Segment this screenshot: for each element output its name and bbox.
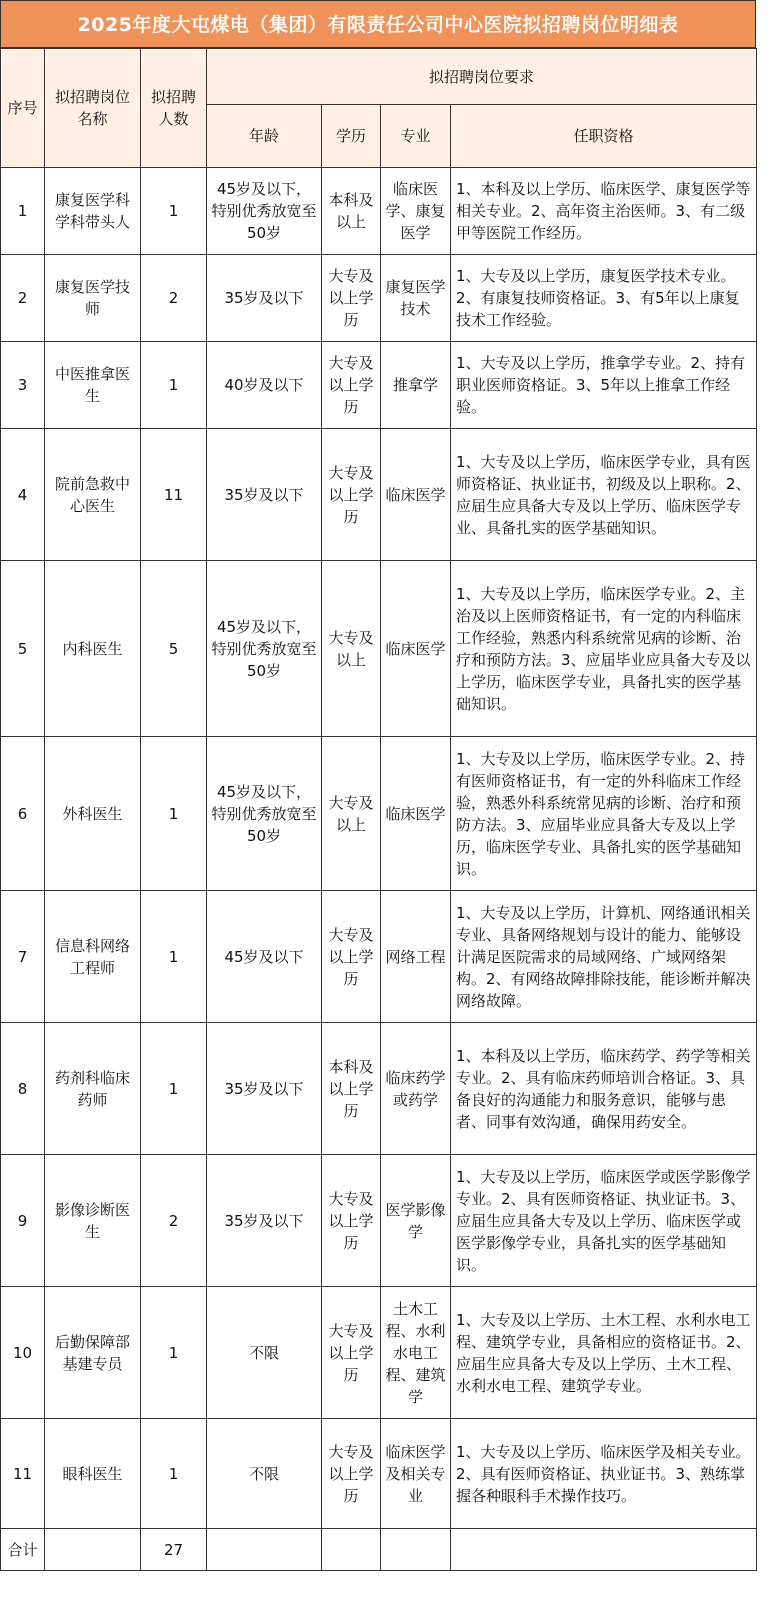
cell-position: 内科医生	[45, 561, 141, 737]
cell-age: 不限	[207, 1287, 322, 1419]
cell-age: 35岁及以下	[207, 1155, 322, 1287]
cell-seq: 3	[1, 342, 45, 429]
cell-age: 45岁及以下，特别优秀放宽至50岁	[207, 737, 322, 891]
cell-qualification: 1、本科及以上学历、临床医学、康复医学等相关专业。2、高年资主治医师。3、有二级甲等医院工作经历。	[451, 168, 757, 255]
cell-qualification: 1、大专及以上学历，康复医学技术专业。2、有康复技师资格证。3、有5年以上康复技术工作经验。	[451, 255, 757, 342]
total-empty	[322, 1529, 381, 1571]
cell-education: 大专及以上学历	[322, 429, 381, 561]
header-qualification: 任职资格	[451, 105, 757, 168]
cell-age: 不限	[207, 1419, 322, 1529]
cell-seq: 1	[1, 168, 45, 255]
cell-seq: 5	[1, 561, 45, 737]
cell-position: 康复医学技师	[45, 255, 141, 342]
cell-qualification: 1、大专及以上学历，临床医学或医学影像学专业。2、具有医师资格证、执业证书。3、应届生应具备大专及以上学历、临床医学或医学影像学专业，具备扎实的医学基础知识。	[451, 1155, 757, 1287]
cell-education: 大专及以上学历	[322, 255, 381, 342]
header-seq: 序号	[1, 49, 45, 168]
cell-major: 推拿学	[381, 342, 451, 429]
cell-qualification: 1、大专及以上学历，临床医学专业。2、主治及以上医师资格证书，有一定的内科临床工作经验，熟悉内科系统常见病的诊断、治疗和预防方法。3、应届毕业应具备大专及以上学历，临床医学专业，具备扎实的医学基础知识。	[451, 561, 757, 737]
table-row	[1, 891, 757, 1023]
cell-age: 35岁及以下	[207, 1023, 322, 1155]
cell-education: 大专及以上学历	[322, 1155, 381, 1287]
total-empty	[451, 1529, 757, 1571]
cell-qualification: 1、大专及以上学历，计算机、网络通讯相关专业、具备网络规划与设计的能力、能够设计满足医院需求的局域网络、广域网络架构。2、有网络故障排除技能，能诊断并解决网络故障。	[451, 891, 757, 1023]
recruitment-table	[0, 48, 757, 1571]
cell-position: 中医推拿医生	[45, 342, 141, 429]
page-title: 2025年度大屯煤电（集团）有限责任公司中心医院拟招聘岗位明细表	[0, 0, 756, 48]
cell-education: 大专及以上	[322, 561, 381, 737]
cell-position: 外科医生	[45, 737, 141, 891]
cell-position: 信息科网络工程师	[45, 891, 141, 1023]
table-row	[1, 737, 757, 891]
cell-major: 临床医学、康复医学	[381, 168, 451, 255]
header-age: 年龄	[207, 105, 322, 168]
cell-seq: 10	[1, 1287, 45, 1419]
cell-count: 1	[141, 1419, 207, 1529]
header-requirements: 拟招聘岗位要求	[207, 49, 757, 105]
cell-major: 临床医学	[381, 429, 451, 561]
cell-seq: 2	[1, 255, 45, 342]
header-count: 拟招聘人数	[141, 49, 207, 168]
total-label: 合计	[1, 1529, 45, 1571]
cell-education: 大专及以上学历	[322, 891, 381, 1023]
cell-qualification: 1、大专及以上学历，临床医学专业，具有医师资格证、执业证书，初级及以上职称。2、应届生应具备大专及以上学历、临床医学专业、具备扎实的医学基础知识。	[451, 429, 757, 561]
header-position: 拟招聘岗位名称	[45, 49, 141, 168]
cell-seq: 11	[1, 1419, 45, 1529]
cell-qualification: 1、本科及以上学历，临床药学、药学等相关专业。2、具有临床药师培训合格证。3、具备良好的沟通能力和服务意识，能够与患者、同事有效沟通，确保用药安全。	[451, 1023, 757, 1155]
cell-major: 临床药学或药学	[381, 1023, 451, 1155]
cell-position: 院前急救中心医生	[45, 429, 141, 561]
cell-seq: 7	[1, 891, 45, 1023]
cell-qualification: 1、大专及以上学历、土木工程、水利水电工程、建筑学专业，具备相应的资格证书。2、应届生应具备大专及以上学历、土木工程、水利水电工程、建筑学专业。	[451, 1287, 757, 1419]
table-row	[1, 255, 757, 342]
cell-position: 后勤保障部基建专员	[45, 1287, 141, 1419]
cell-count: 11	[141, 429, 207, 561]
cell-count: 2	[141, 255, 207, 342]
cell-count: 1	[141, 1287, 207, 1419]
cell-count: 1	[141, 737, 207, 891]
cell-education: 大专及以上	[322, 737, 381, 891]
cell-major: 临床医学	[381, 737, 451, 891]
cell-major: 医学影像学	[381, 1155, 451, 1287]
table-row	[1, 1023, 757, 1155]
cell-age: 45岁及以下，特别优秀放宽至50岁	[207, 168, 322, 255]
cell-major: 网络工程	[381, 891, 451, 1023]
cell-count: 1	[141, 1023, 207, 1155]
cell-education: 大专及以上学历	[322, 1287, 381, 1419]
cell-position: 康复医学科学科带头人	[45, 168, 141, 255]
cell-qualification: 1、大专及以上学历，临床医学专业。2、持有医师资格证书，有一定的外科临床工作经验，熟悉外科系统常见病的诊断、治疗和预防方法。3、应届毕业应具备大专及以上学历，临床医学专业、具备扎实的医学基础知识。	[451, 737, 757, 891]
table-row	[1, 1155, 757, 1287]
header-education: 学历	[322, 105, 381, 168]
cell-position: 药剂科临床药师	[45, 1023, 141, 1155]
total-empty	[207, 1529, 322, 1571]
total-empty	[45, 1529, 141, 1571]
cell-position: 影像诊断医生	[45, 1155, 141, 1287]
cell-seq: 4	[1, 429, 45, 561]
cell-age: 35岁及以下	[207, 255, 322, 342]
table-row	[1, 1287, 757, 1419]
cell-seq: 8	[1, 1023, 45, 1155]
table-row	[1, 561, 757, 737]
total-count: 27	[141, 1529, 207, 1571]
total-row	[1, 1529, 757, 1571]
cell-major: 康复医学技术	[381, 255, 451, 342]
cell-count: 1	[141, 342, 207, 429]
table-row	[1, 168, 757, 255]
cell-major: 临床医学	[381, 561, 451, 737]
cell-education: 本科及以上学历	[322, 1023, 381, 1155]
cell-major: 土木工程、水利水电工程、建筑学	[381, 1287, 451, 1419]
cell-count: 5	[141, 561, 207, 737]
cell-education: 本科及以上	[322, 168, 381, 255]
table-row	[1, 342, 757, 429]
cell-qualification: 1、大专及以上学历，推拿学专业。2、持有职业医师资格证。3、5年以上推拿工作经验。	[451, 342, 757, 429]
cell-count: 1	[141, 891, 207, 1023]
cell-seq: 6	[1, 737, 45, 891]
cell-age: 40岁及以下	[207, 342, 322, 429]
cell-education: 大专及以上学历	[322, 342, 381, 429]
cell-age: 45岁及以下	[207, 891, 322, 1023]
cell-count: 2	[141, 1155, 207, 1287]
table-row	[1, 1419, 757, 1529]
header-major: 专业	[381, 105, 451, 168]
table-row	[1, 429, 757, 561]
cell-qualification: 1、大专及以上学历、临床医学及相关专业。2、具有医师资格证、执业证书。3、熟练掌握各种眼科手术操作技巧。	[451, 1419, 757, 1529]
cell-position: 眼科医生	[45, 1419, 141, 1529]
cell-age: 45岁及以下，特别优秀放宽至50岁	[207, 561, 322, 737]
cell-major: 临床医学及相关专业	[381, 1419, 451, 1529]
total-empty	[381, 1529, 451, 1571]
cell-count: 1	[141, 168, 207, 255]
cell-age: 35岁及以下	[207, 429, 322, 561]
cell-seq: 9	[1, 1155, 45, 1287]
cell-education: 大专及以上学历	[322, 1419, 381, 1529]
